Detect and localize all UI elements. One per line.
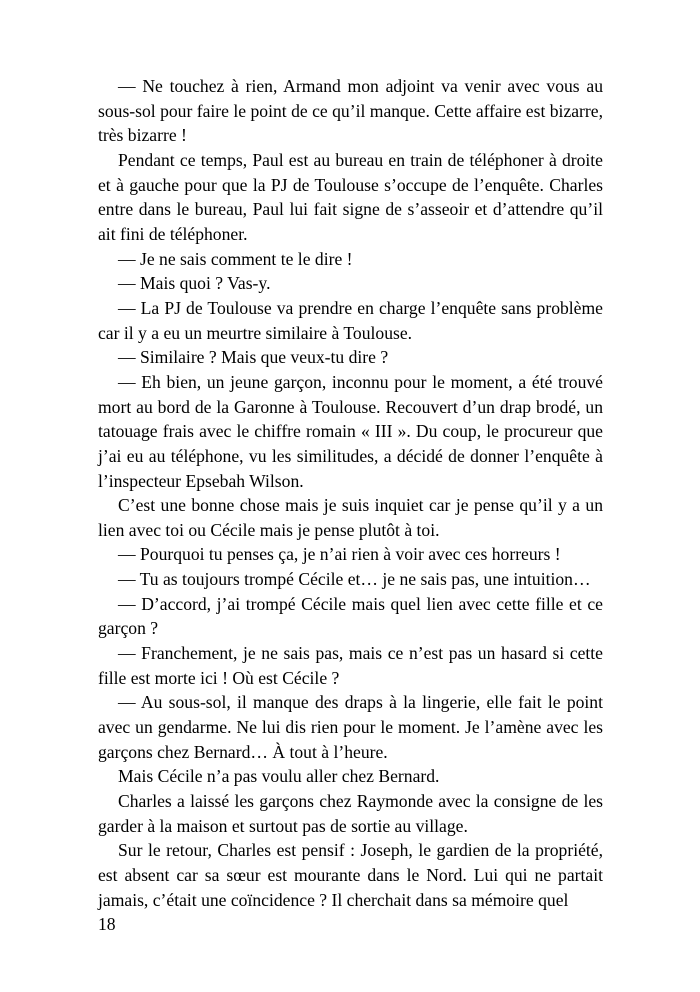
paragraph: — Franchement, je ne sais pas, mais ce n’est pas un hasard si cette fille est morte ici ! Où est Cécile ? xyxy=(98,643,603,688)
paragraph: C’est une bonne chose mais je suis inquiet car je pense qu’il y a un lien avec toi ou Cécile mais je pense plutôt à toi. xyxy=(98,495,603,540)
paragraph: — La PJ de Toulouse va prendre en charge l’enquête sans problème car il y a eu un meurtre similaire à Toulouse. xyxy=(98,297,603,343)
paragraph: — Eh bien, un jeune garçon, inconnu pour le moment, a été trouvé mort au bord de la Garonne à Toulouse. Recouvert d’un drap brodé, un tatouage frais avec le chiffre romain « III ». Du coup, le procureur que j’ai eu au téléphone, vu les similitudes, a décidé de donner l’enquête à l’inspecteur Epsebah Wilson. xyxy=(98,371,603,491)
paragraph: Charles a laissé les garçons chez Raymonde avec la consigne de les garder à la maison et surtout pas de sortie au village. xyxy=(98,791,603,836)
paragraph: — Au sous-sol, il manque des draps à la lingerie, elle fait le point avec un gendarme. Ne lui dis rien pour le moment. Je l’amène avec les garçons chez Bernard… À tout à l’heure. xyxy=(98,692,603,762)
paragraph: Sur le retour, Charles est pensif : Joseph, le gardien de la propriété, est absent car sa sœur est mourante dans le Nord. Lui qui ne partait jamais, c’était une coïncidence ? Il cherchait dans sa mémoire quel xyxy=(98,840,603,910)
paragraph: — Tu as toujours trompé Cécile et… je ne sais pas, une intuition… xyxy=(118,569,591,590)
paragraph: — Ne touchez à rien, Armand mon adjoint va venir avec vous au sous-sol pour faire le point de ce qu’il manque. Cette affaire est bizarre, très bizarre ! xyxy=(98,76,603,146)
paragraph: Pendant ce temps, Paul est au bureau en train de téléphoner à droite et à gauche pour que la PJ de Toulouse s’occupe de l’enquête. Charles entre dans le bureau, Paul lui fait signe de s’asseoir et d’attendre qu’il ait fini de téléphoner. xyxy=(98,149,603,244)
paragraph: Mais Cécile n’a pas voulu aller chez Bernard. xyxy=(118,766,440,787)
page-number: 18 xyxy=(98,914,116,934)
paragraph: — Mais quoi ? Vas-y. xyxy=(118,273,271,294)
body-text xyxy=(98,74,603,912)
paragraph: — Je ne sais comment te le dire ! xyxy=(118,248,353,269)
paragraph: — Pourquoi tu penses ça, je n’ai rien à voir avec ces horreurs ! xyxy=(118,544,561,565)
paragraph: — D’accord, j’ai trompé Cécile mais quel lien avec cette fille et ce garçon ? xyxy=(98,593,603,639)
paragraph: — Similaire ? Mais que veux-tu dire ? xyxy=(118,347,389,368)
